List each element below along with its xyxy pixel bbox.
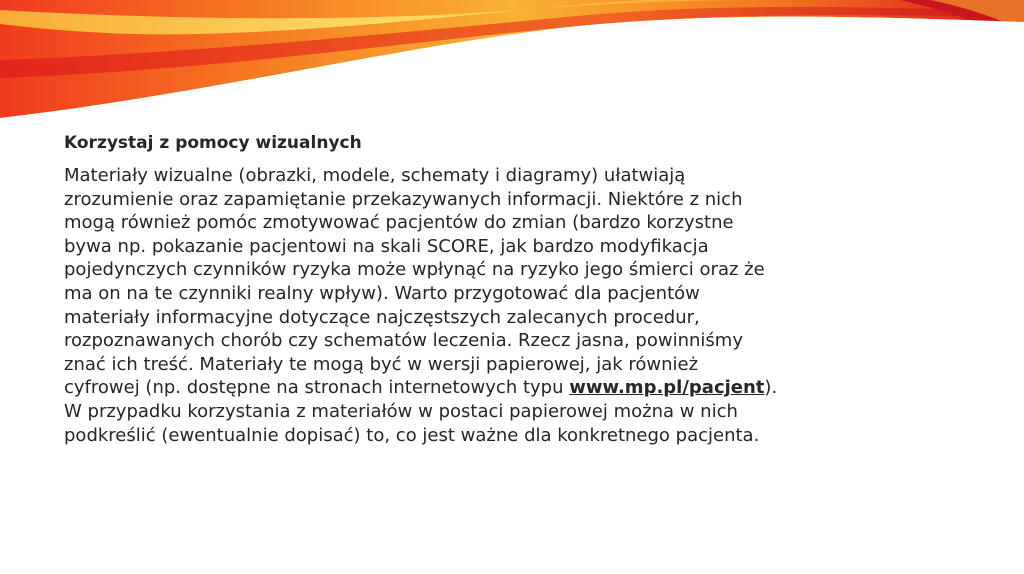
pacjent-link[interactable]: www.mp.pl/pacjent: [569, 377, 765, 399]
slide-body: [64, 164, 964, 447]
body-line: zrozumienie oraz zapamiętanie przekazywanych informacji. Niektóre z nich: [64, 188, 743, 210]
link-suffix-text: ).: [764, 377, 778, 399]
body-line-with-link: [64, 376, 964, 400]
body-line: Materiały wizualne (obrazki, modele, schematy i diagramy) ułatwiają: [64, 165, 686, 186]
decorative-swoosh: [0, 0, 1024, 130]
body-line: W przypadku korzystania z materiałów w postaci papierowej można w nich: [64, 400, 738, 422]
body-line: pojedynczych czynników ryzyka może wpłynąć na ryzyko jego śmierci oraz że: [64, 259, 765, 281]
body-line: znać ich treść. Materiały te mogą być w wersji papierowej, jak również: [64, 353, 699, 375]
body-line: podkreślić (ewentualnie dopisać) to, co jest ważne dla konkretnego pacjenta.: [64, 424, 760, 446]
body-line: bywa np. pokazanie pacjentowi na skali SCORE, jak bardzo modyfikacja: [64, 235, 709, 257]
link-prefix-text: cyfrowej (np. dostępne na stronach internetowych typu: [64, 377, 570, 399]
slide-content: [64, 130, 964, 447]
body-line: materiały informacyjne dotyczące najczęstszych zalecanych procedur,: [64, 306, 700, 328]
body-line: ma on na te czynniki realny wpływ). Warto przygotować dla pacjentów: [64, 282, 700, 304]
slide-heading: Korzystaj z pomocy wizualnych: [64, 133, 362, 153]
body-line: rozpoznawanych chorób czy schematów leczenia. Rzecz jasna, powinniśmy: [64, 330, 743, 352]
body-line: mogą również pomóc zmotywować pacjentów do zmian (bardzo korzystne: [64, 212, 734, 234]
